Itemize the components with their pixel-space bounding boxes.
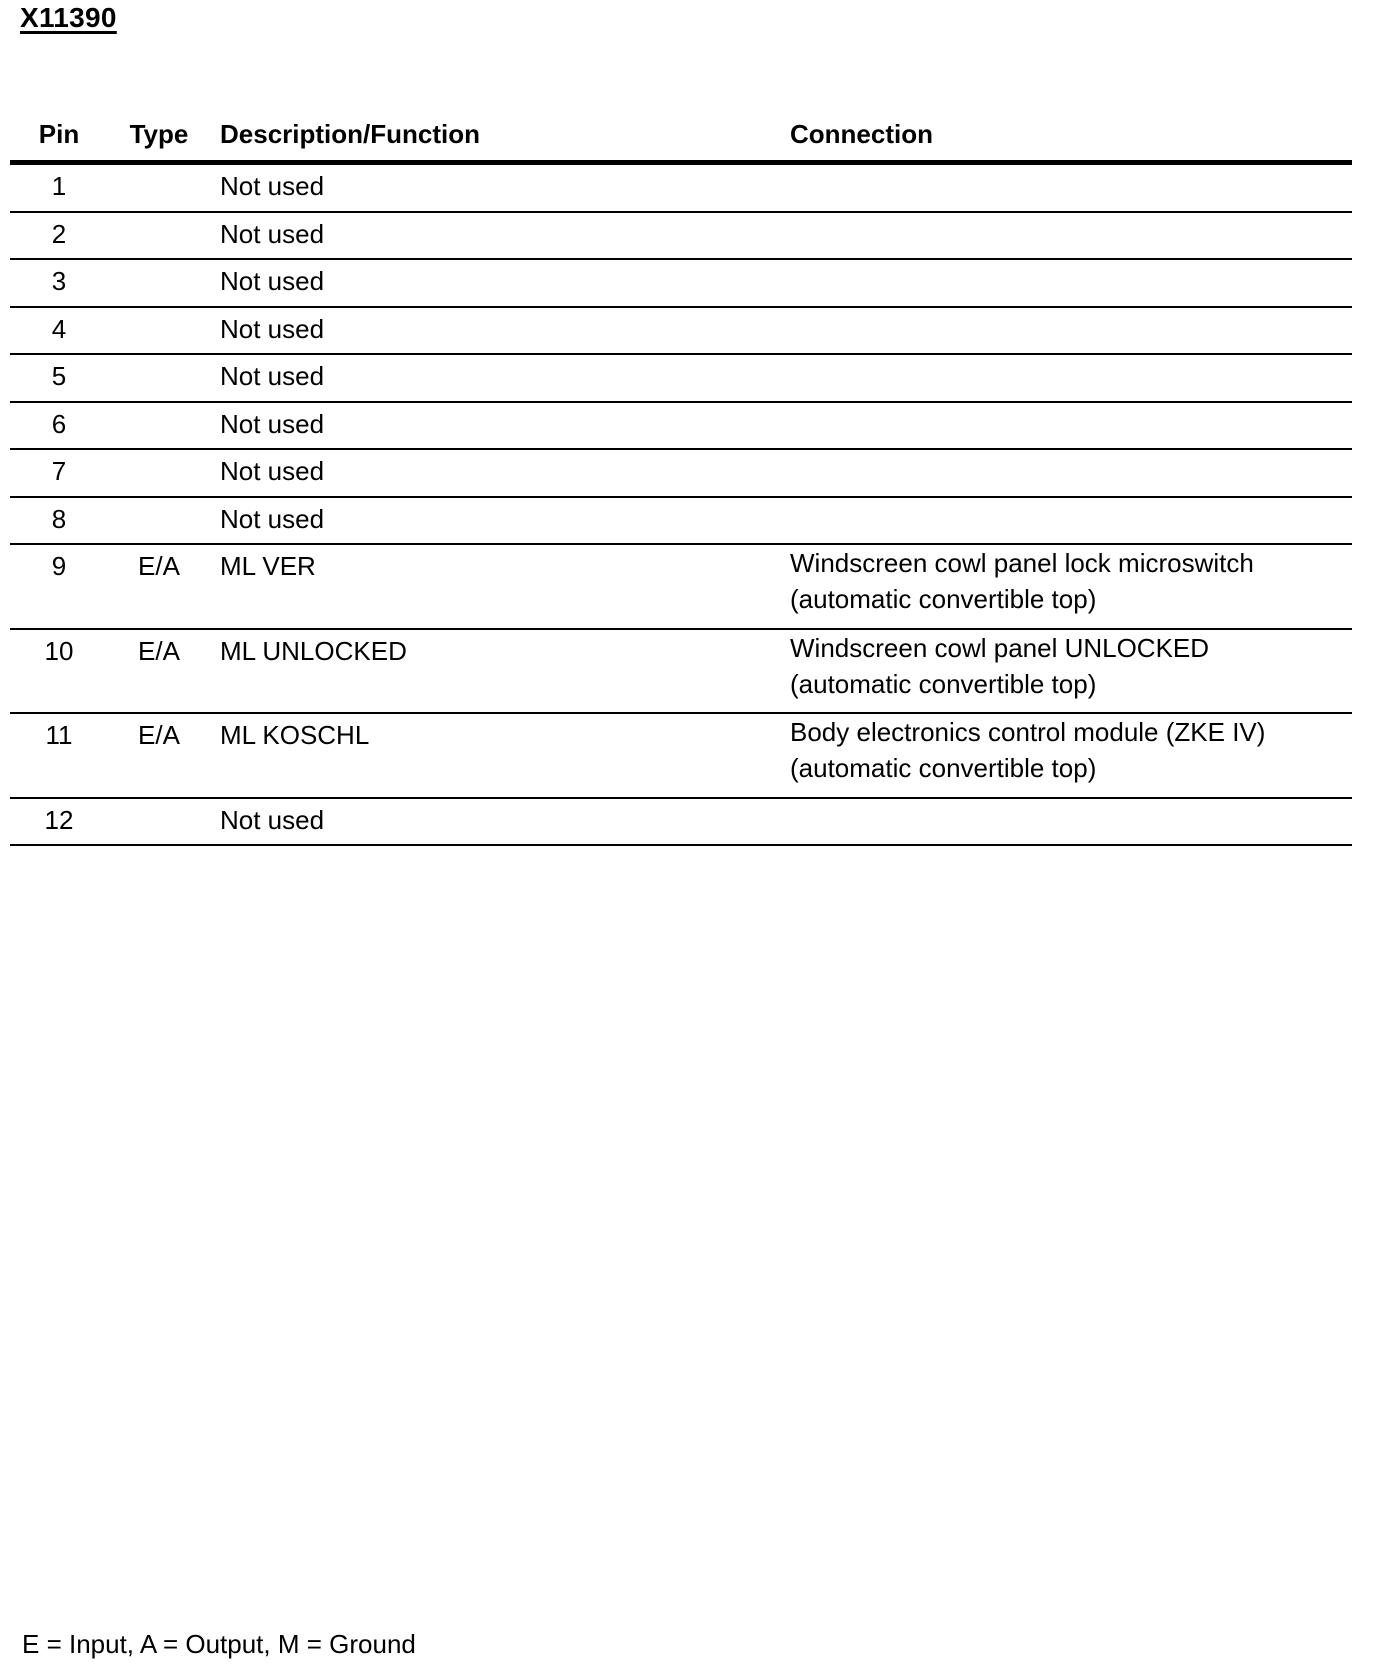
pin-description: ML VER <box>220 551 316 581</box>
table-row <box>10 165 1352 213</box>
pin-description: Not used <box>220 218 325 249</box>
table-row <box>10 403 1352 451</box>
table-row <box>10 213 1352 261</box>
pin-description: Not used <box>220 361 325 391</box>
pin-type: E/A <box>138 635 180 666</box>
pin-description: Not used <box>220 313 325 344</box>
pin-number: 12 <box>44 804 74 835</box>
pin-number: 10 <box>44 635 74 666</box>
pin-table <box>10 114 1352 846</box>
pin-description: Not used <box>220 456 325 486</box>
pin-number: 2 <box>51 218 67 249</box>
table-row <box>10 355 1352 403</box>
header-description: Description/Function <box>220 119 480 149</box>
header-connection: Connection <box>790 119 933 149</box>
document-title: X11390 <box>20 2 117 33</box>
pin-number: 9 <box>51 551 67 581</box>
pin-number: 8 <box>51 503 67 534</box>
pin-number: 1 <box>51 171 67 201</box>
pin-description: Not used <box>220 804 325 835</box>
table-header <box>10 114 1352 165</box>
pin-type: E/A <box>138 720 180 750</box>
pin-description: Not used <box>220 171 325 201</box>
pin-connection: Windscreen cowl panel lock microswitch (automatic convertible top) <box>790 548 1254 614</box>
table-row <box>10 799 1352 847</box>
pin-number: 7 <box>51 456 67 486</box>
pin-description: ML UNLOCKED <box>220 635 407 666</box>
table-row <box>10 630 1352 715</box>
pin-description: Not used <box>220 503 325 534</box>
pin-connection: Body electronics control module (ZKE IV) (automatic convertible top) <box>790 717 1266 783</box>
pin-number: 11 <box>45 720 73 750</box>
header-pin: Pin <box>38 119 80 149</box>
pin-number: 6 <box>51 408 67 439</box>
header-type: Type <box>129 119 189 149</box>
table-row <box>10 260 1352 308</box>
table-row <box>10 498 1352 546</box>
pin-number: 5 <box>51 361 67 391</box>
table-row <box>10 450 1352 498</box>
pin-description: Not used <box>220 408 325 439</box>
pin-number: 3 <box>51 266 67 296</box>
pin-description: ML KOSCHL <box>220 720 370 750</box>
table-row <box>10 714 1352 799</box>
table-row <box>10 545 1352 630</box>
pin-connection: Windscreen cowl panel UNLOCKED (automatic convertible top) <box>790 632 1210 699</box>
table-row <box>10 308 1352 356</box>
pin-number: 4 <box>51 313 67 344</box>
pin-description: Not used <box>220 266 325 296</box>
pin-type: E/A <box>138 551 180 581</box>
legend-footnote: E = Input, A = Output, M = Ground <box>22 1629 416 1659</box>
